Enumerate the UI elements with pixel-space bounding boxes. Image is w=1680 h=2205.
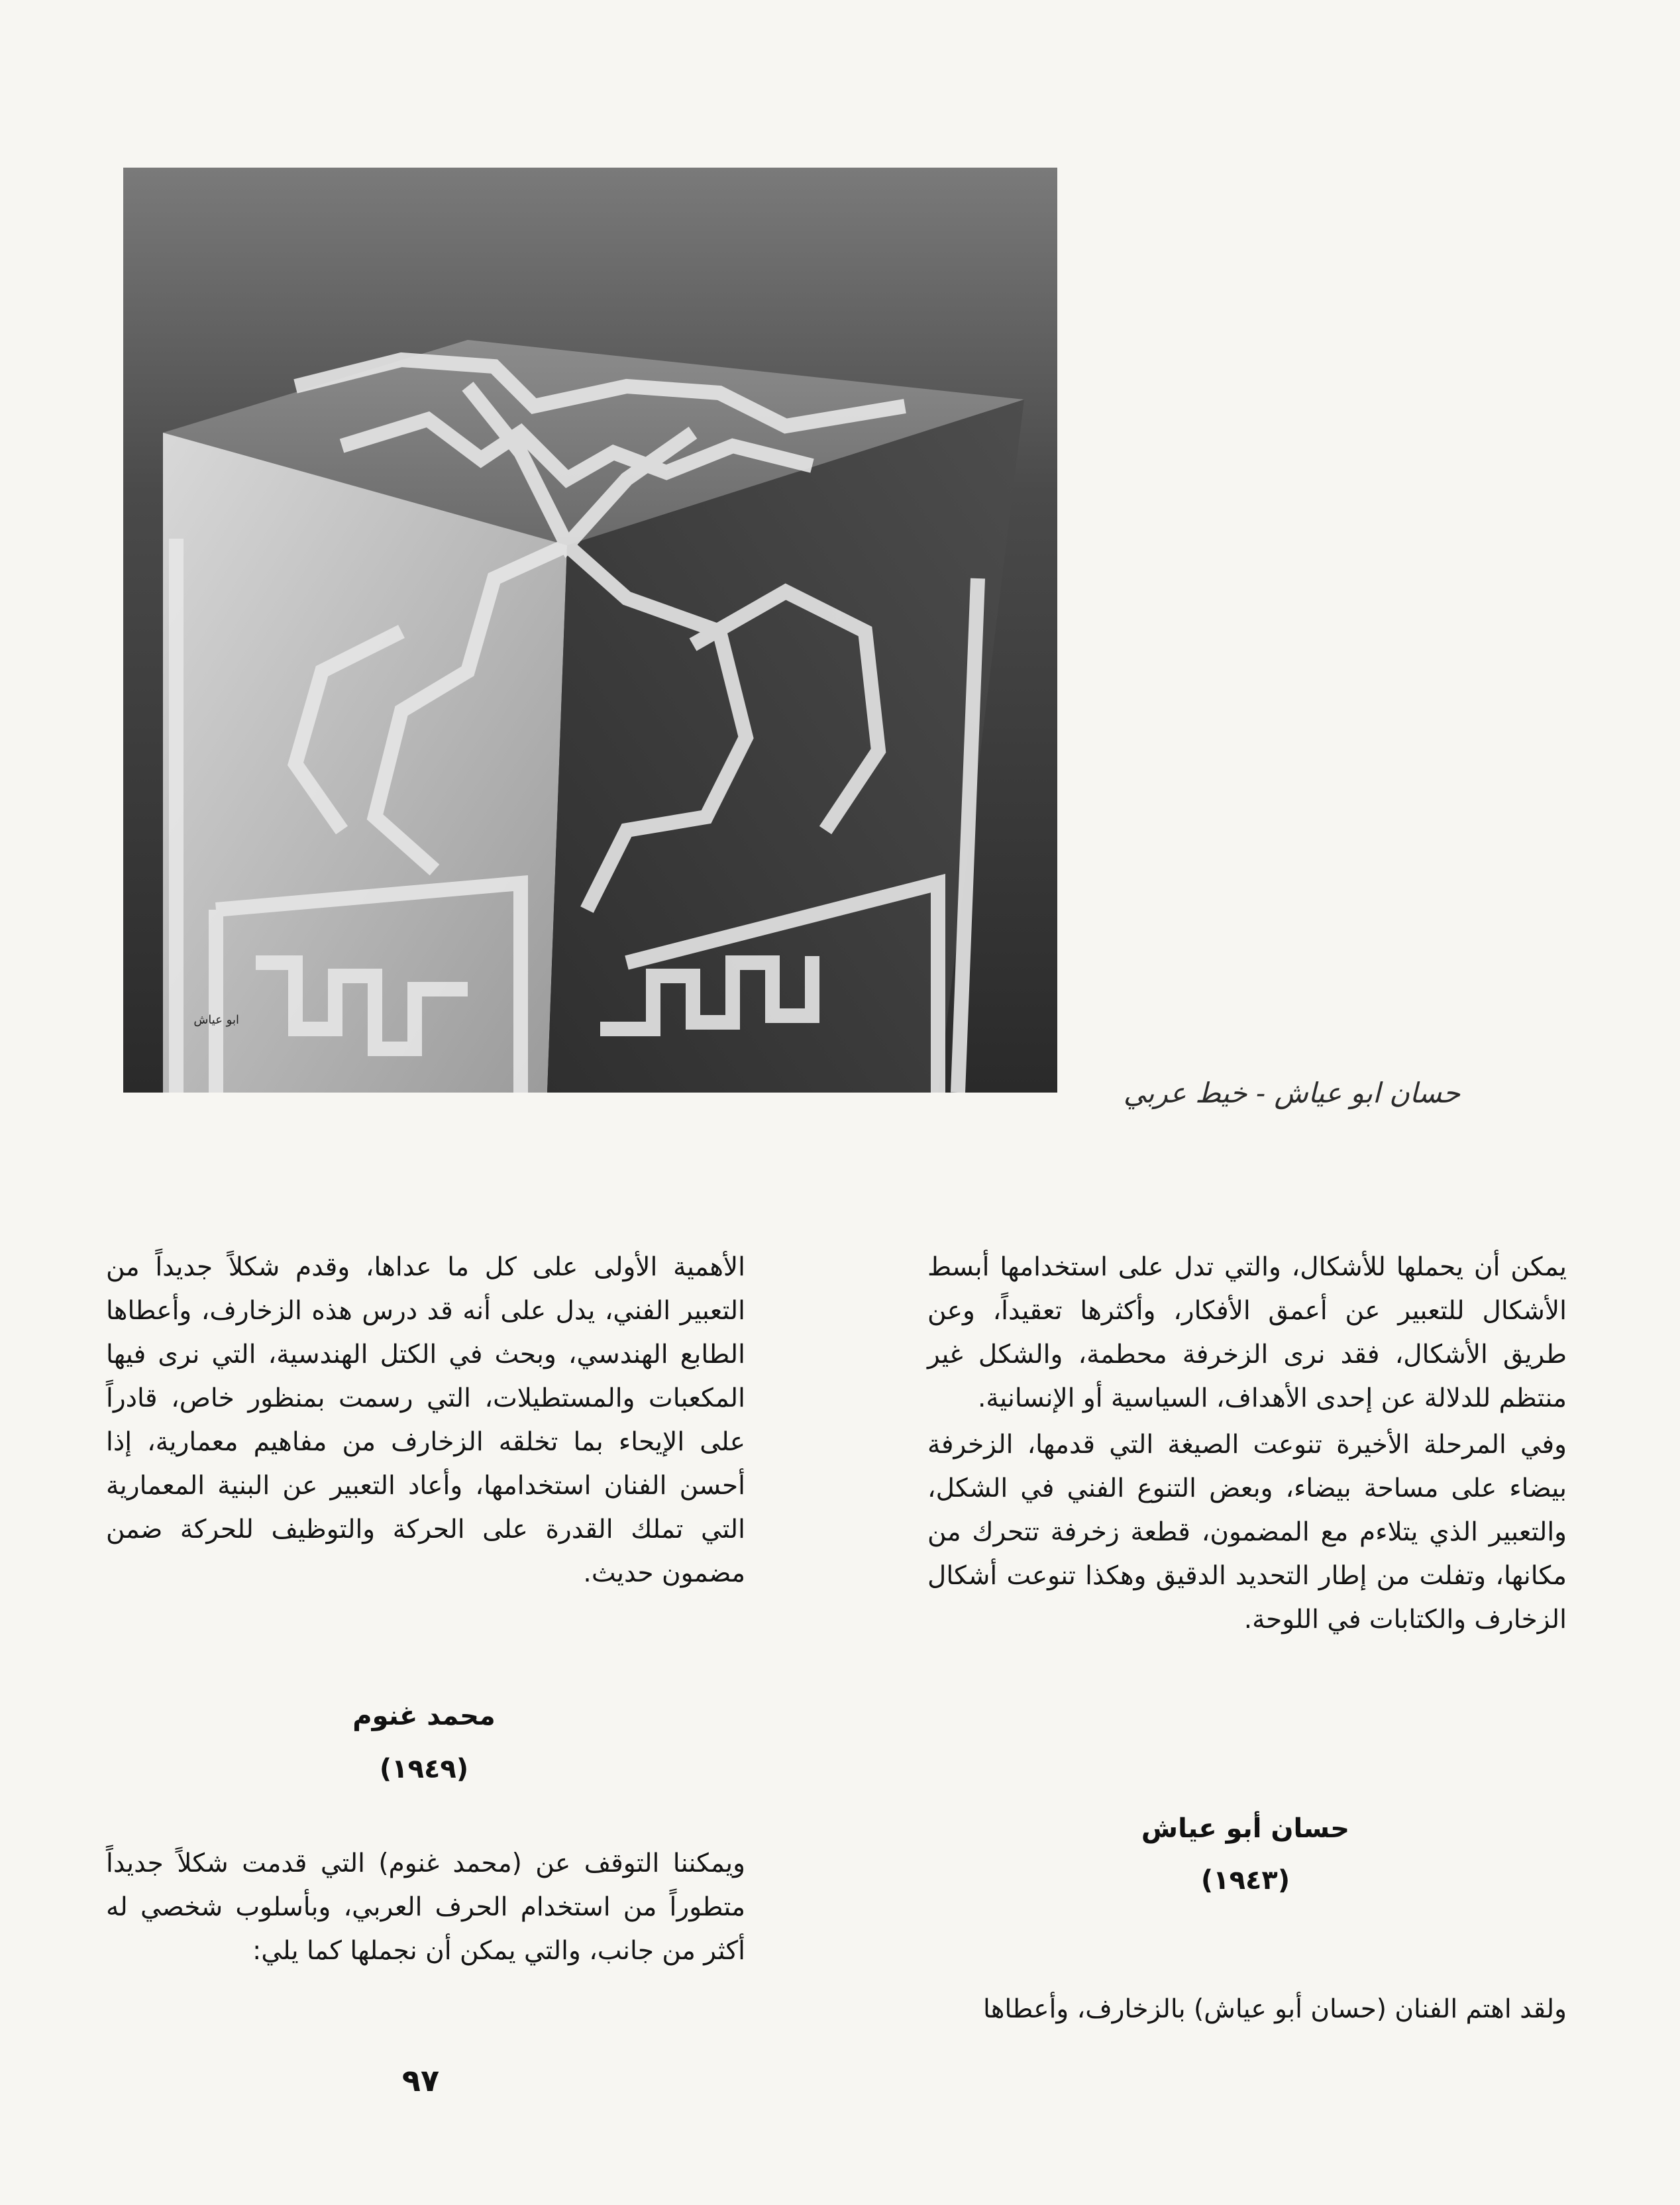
artwork-cube-illustration xyxy=(123,168,1057,1093)
artwork-caption: حسان ابو عياش - خيط عربي xyxy=(1123,1077,1461,1109)
paragraph: الأهمية الأولى على كل ما عداها، وقدم شكلاً جديداً من التعبير الفني، يدل على أنه قد درس هذه الزخارف، وأعطاها الطابع الهندسي، وبحث في الكتل الهندسية، التي نرى فيها المكعبات والمستطيلات، التي رسمت بمنظور خاص، قادراً على الإيحاء بما تخلقه الزخارف من مفاهيم معمارية، إذا أحسن الفنان استخدامها، وأعاد التعبير عن البنية المعمارية التي تملك القدرة على الحركة والتوظيف للحركة ضمن مضمون حديث. xyxy=(106,1252,745,1588)
right-column-lower xyxy=(861,1988,1567,2031)
left-column-upper xyxy=(106,1246,745,1595)
cube-left-face xyxy=(163,433,567,1093)
left-column-lower xyxy=(106,1842,745,1973)
right-column-upper xyxy=(927,1246,1567,1642)
page-number: ٩٧ xyxy=(401,2063,440,2098)
paragraph: يمكن أن يحملها للأشكال، والتي تدل على استخدامها أبسط الأشكال للتعبير عن أعمق الأفكار، وأكثرها تعقيداً، وعن طريق الأشكال، فقد نرى الزخرفة محطمة، والشكل غير منتظم للدلالة عن إحدى الأهداف، السياسية أو الإنسانية. xyxy=(927,1252,1567,1413)
paragraph: ويمكننا التوقف عن (محمد غنوم) التي قدمت شكلاً جديداً متطوراً من استخدام الحرف العربي، وبأسلوب شخصي له أكثر من جانب، والتي يمكن أن نجملها كما يلي: xyxy=(106,1849,745,1966)
paragraph: ولقد اهتم الفنان (حسان أبو عياش) بالزخارف، وأعطاها xyxy=(982,1994,1567,2024)
artwork-image xyxy=(123,168,1057,1093)
section-year-abuayyash: (١٩٤٣) xyxy=(1200,1865,1290,1896)
section-year-ghannoum: (١٩٤٩) xyxy=(379,1754,469,1784)
section-heading-ghannoum: محمد غنوم xyxy=(352,1701,496,1731)
artwork-signature: ابو عياش xyxy=(193,1013,239,1027)
section-heading-abuayyash: حسان أبو عياش xyxy=(1141,1813,1350,1844)
paragraph: وفي المرحلة الأخيرة تنوعت الصيغة التي قدمها، الزخرفة بيضاء على مساحة بيضاء، وبعض التنوع الفني في الشكل، والتعبير الذي يتلاءم مع المضمون، قطعة زخرفة تتحرك من مكانها، وتفلت من إطار التحديد الدقيق وهكذا تنوعت أشكال الزخارف والكتابات في اللوحة. xyxy=(927,1430,1567,1635)
